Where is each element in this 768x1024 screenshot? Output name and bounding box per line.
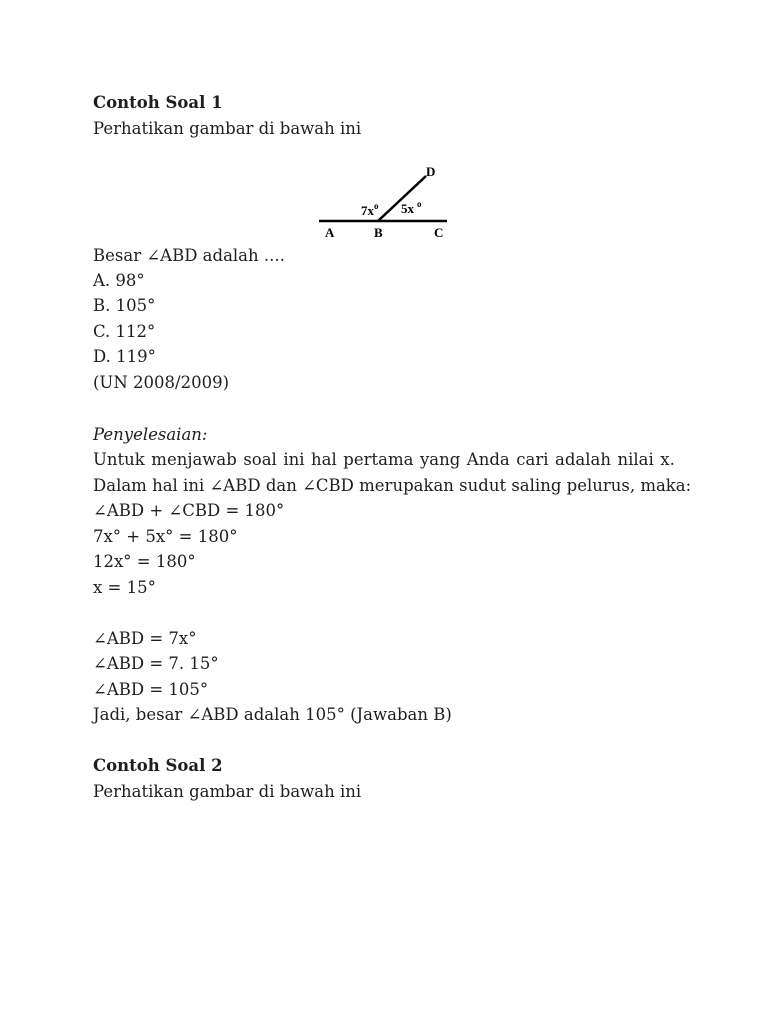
step-line: ∠ABD = 105° bbox=[93, 680, 209, 699]
option-c: C. 112° bbox=[93, 322, 156, 341]
step-line: 12x° = 180° bbox=[93, 552, 196, 571]
explanation-word: Anda bbox=[466, 450, 510, 469]
explanation-line-1 bbox=[93, 447, 675, 472]
example1-instruction: Perhatikan gambar di bawah ini bbox=[93, 119, 362, 138]
angle-left-label: $7x^o$ bbox=[361, 201, 379, 218]
angle-right-label: 5x $^o$ bbox=[401, 199, 422, 216]
explanation-word: pertama bbox=[343, 450, 414, 469]
explanation-word: ini bbox=[283, 450, 305, 469]
step-line: ∠ABD = 7. 15° bbox=[93, 654, 219, 673]
label-b: B bbox=[374, 225, 383, 240]
explanation-word: Untuk bbox=[93, 450, 145, 469]
step-line: ∠ABD + ∠CBD = 180° bbox=[93, 501, 285, 520]
explanation-line-2: Dalam hal ini ∠ABD dan ∠CBD merupakan sudut saling pelurus, maka: bbox=[93, 476, 692, 495]
option-a: A. 98° bbox=[93, 271, 145, 290]
label-c: C bbox=[434, 225, 444, 240]
explanation-word: adalah bbox=[555, 450, 611, 469]
explanation-word: hal bbox=[311, 450, 337, 469]
example1-heading: Contoh Soal 1 bbox=[93, 93, 223, 112]
solution-label: Penyelesaian: bbox=[93, 425, 208, 444]
explanation-word: nilai bbox=[617, 450, 654, 469]
conclusion-text: Jadi, besar ∠ABD adalah 105° (Jawaban B) bbox=[93, 705, 452, 724]
explanation-word: cari bbox=[516, 450, 549, 469]
label-d: D bbox=[426, 164, 436, 179]
question-source: (UN 2008/2009) bbox=[93, 373, 230, 392]
option-d: D. 119° bbox=[93, 347, 156, 366]
explanation-word: soal bbox=[243, 450, 277, 469]
example2-heading: Contoh Soal 2 bbox=[93, 756, 223, 775]
step-line: ∠ABD = 7x° bbox=[93, 629, 197, 648]
step-line: x = 15° bbox=[93, 578, 156, 597]
explanation-word: yang bbox=[419, 450, 461, 469]
step-line: 7x° + 5x° = 180° bbox=[93, 527, 238, 546]
angle-figure bbox=[310, 160, 460, 242]
question-text: Besar ∠ABD adalah .... bbox=[93, 246, 285, 265]
explanation-word: x. bbox=[660, 450, 675, 469]
label-a: A bbox=[325, 225, 335, 240]
explanation-word: menjawab bbox=[151, 450, 237, 469]
option-b: B. 105° bbox=[93, 296, 156, 315]
example2-instruction: Perhatikan gambar di bawah ini bbox=[93, 782, 362, 801]
